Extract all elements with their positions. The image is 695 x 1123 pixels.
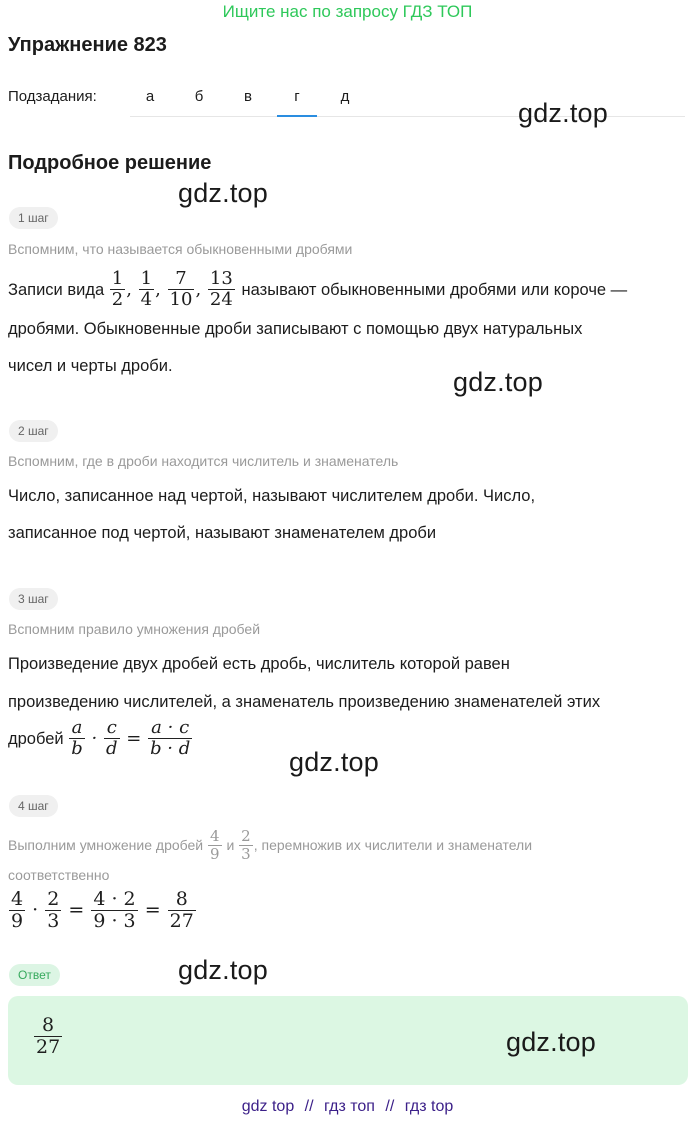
footer-link[interactable]: гдз top	[404, 1098, 454, 1115]
answer-box	[8, 996, 688, 1085]
step-hint-line2: соответственно	[8, 867, 110, 883]
calculation-formula: $\frac{4}{9}$ · $\frac{2}{3}$ = $\frac{4 \cdot 2}{9 \cdot 3}$ = $\frac{8}{27}$	[11, 888, 194, 932]
multiplication-rule-formula: $\frac{a}{b}$ · $\frac{c}{d}$ = $\frac{a \cdot c}{b \cdot d}$	[71, 717, 191, 759]
step-badge: 4 шаг	[9, 795, 58, 817]
watermark: gdz.top	[178, 178, 268, 208]
watermark: gdz.top	[506, 1027, 596, 1057]
step-text-line: Произведение двух дробей есть дробь, числитель которой равен	[8, 655, 510, 673]
fraction: $\frac{1}{2}$	[111, 268, 124, 310]
answer-value: $\frac{8}{27}$	[36, 1014, 61, 1058]
tab-a[interactable]: а	[145, 88, 155, 105]
footer-separator: //	[304, 1098, 314, 1115]
step-badge: 2 шаг	[9, 420, 58, 442]
answer-badge: Ответ	[9, 964, 60, 986]
step-text-line: дробями. Обыкновенные дроби записывают с помощью двух натуральных	[8, 320, 583, 338]
watermark: gdz.top	[518, 98, 608, 128]
step-text-line	[8, 270, 688, 310]
step-badge: 3 шаг	[9, 588, 58, 610]
tab-b[interactable]: б	[194, 88, 204, 105]
watermark: gdz.top	[453, 367, 543, 397]
fraction: $\frac{1}{4}$	[140, 268, 153, 310]
step-hint: Вспомним правило умножения дробей	[8, 621, 261, 637]
step-text-line: записанное под чертой, называют знаменателем дроби	[8, 524, 437, 542]
fraction: $\frac{7}{10}$	[169, 268, 193, 310]
subtasks-label: Подзадания:	[8, 88, 97, 105]
footer-link[interactable]: гдз топ	[324, 1098, 375, 1115]
step-hint: Вспомним, где в дроби находится числитель и знаменатель	[8, 453, 399, 469]
text-suffix: называют обыкновенными дробями или короче —	[241, 280, 628, 299]
section-title: Подробное решение	[8, 152, 212, 174]
page-title: Упражнение 823	[8, 34, 167, 56]
text-prefix: дробей	[8, 729, 64, 748]
step-badge: 1 шаг	[9, 207, 58, 229]
footer-links	[0, 1098, 695, 1116]
step-text-line: Число, записанное над чертой, называют числителем дроби. Число,	[8, 487, 536, 505]
step-text-line: произведению числителей, а знаменатель произведению знаменателей этих	[8, 693, 601, 711]
footer-separator: //	[385, 1098, 395, 1115]
watermark: gdz.top	[289, 747, 379, 777]
watermark: gdz.top	[178, 955, 268, 985]
fraction: $\frac{13}{24}$	[209, 268, 233, 310]
step-hint: Выполним умножение дробей $\frac{4}{9}$ и $\frac{2}{3}$ , перемножив их числители и знаменатели	[8, 827, 533, 864]
tab-v[interactable]: в	[244, 88, 252, 105]
step-text-line: чисел и черты дроби.	[8, 357, 173, 375]
step-hint: Вспомним, что называется обыкновенными дробями	[8, 241, 353, 257]
hint-fraction-2: $\frac{2}{3}$	[241, 827, 251, 864]
hint-fraction-1: $\frac{4}{9}$	[210, 827, 220, 864]
tab-d[interactable]: д	[340, 88, 350, 105]
tab-g[interactable]: г	[277, 88, 317, 117]
fraction-list: $\frac{1}{2}$ , $\frac{1}{4}$ , $\frac{7}{10}$ , $\frac{13}{24}$	[111, 268, 233, 310]
footer-link[interactable]: gdz top	[241, 1098, 295, 1115]
promo-banner[interactable]: Ищите нас по запросу ГДЗ ТОП	[222, 2, 473, 21]
text-prefix: Записи вида	[8, 280, 105, 299]
